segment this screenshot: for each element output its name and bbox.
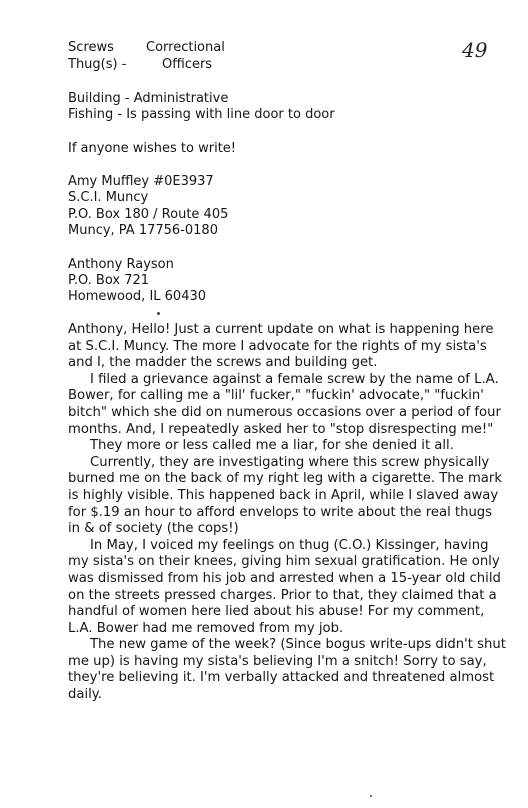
address1-line: P.O. Box 180 / Route 405 bbox=[68, 207, 229, 222]
letter-paragraph: They more or less called me a liar, for she denied it all. bbox=[90, 438, 454, 454]
page-number: 49 bbox=[462, 38, 488, 62]
stray-dot bbox=[370, 795, 372, 797]
invite-line: If anyone wishes to write! bbox=[68, 141, 237, 156]
letter-paragraph: Currently, they are investigating where this screw physically burned me on the back of my right leg with a cigarette. The mark is highly visible. This happened back in April, while I slaved away for $.19 an hour to afford envelops to write about the real thugs in & of society (the cops!) bbox=[68, 454, 502, 537]
address1-line: S.C.I. Muncy bbox=[68, 190, 149, 205]
letter-paragraph: Anthony, Hello! Just a current update on what is happening here at S.C.I. Muncy. The more I advocate for the rights of my sista's and I, the madder the screws and building get. bbox=[68, 322, 494, 371]
letter-paragraph: In May, I voiced my feelings on thug (C.O.) Kissinger, having my sista's on their knees, giving him sexual gratification. He only was dismissed from his job and arrested when a 15-year old child on the streets pressed charges. Prior to that, they claimed that a handful of women here lied about his abuse! For my comment, L.A. Bower had me removed from my job. bbox=[68, 537, 501, 636]
address1-line: Amy Muffley #0E3937 bbox=[68, 174, 214, 189]
address2-line: Anthony Rayson bbox=[68, 257, 174, 272]
stray-dot bbox=[157, 312, 160, 315]
glossary-fishing: Fishing - Is passing with line door to door bbox=[68, 107, 335, 122]
letter-body bbox=[68, 322, 508, 704]
letter-paragraph: The new game of the week? (Since bogus write-ups didn't shut me up) is having my sista's believing I'm a snitch! Sorry to say, they're believing it. I'm verbally attacked and threatened almost daily. bbox=[68, 637, 506, 703]
glossary-term-thugs: Thug(s) - bbox=[68, 57, 127, 72]
glossary-definition-officers: Officers bbox=[162, 57, 213, 72]
glossary-building: Building - Administrative bbox=[68, 91, 229, 106]
letter-paragraph: I filed a grievance against a female screw by the name of L.A. Bower, for calling me a "lil' fucker," "fuckin' advocate," "fuckin' bitch" which she did on numerous occasions over a period of four months. And, I repeatedly asked her to "stop disrespecting me!" bbox=[68, 371, 501, 437]
glossary-definition-correctional: Correctional bbox=[146, 40, 225, 55]
address1-line: Muncy, PA 17756-0180 bbox=[68, 223, 218, 238]
glossary-term-screws: Screws bbox=[68, 40, 114, 55]
address2-line: Homewood, IL 60430 bbox=[68, 289, 207, 304]
address2-line: P.O. Box 721 bbox=[68, 273, 150, 288]
